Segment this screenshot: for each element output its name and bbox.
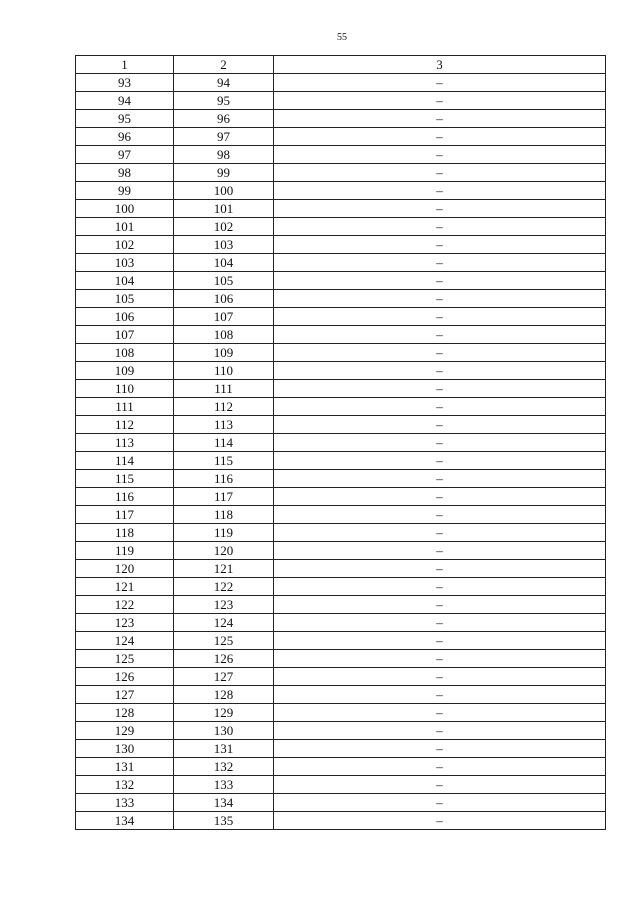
table-row xyxy=(76,182,606,200)
table-row xyxy=(76,650,606,668)
table-cell-col-3: – xyxy=(274,542,606,560)
table-cell-col-3: – xyxy=(274,704,606,722)
column-header-3: 3 xyxy=(274,56,606,74)
table-cell-col-2: 108 xyxy=(174,326,274,344)
table-cell-col-2: 94 xyxy=(174,74,274,92)
page-number: 55 xyxy=(337,32,347,43)
table-cell-col-3: – xyxy=(274,668,606,686)
table-cell-col-1: 107 xyxy=(76,326,174,344)
table-row xyxy=(76,128,606,146)
column-header-1: 1 xyxy=(76,56,174,74)
table-cell-col-2: 119 xyxy=(174,524,274,542)
table-row xyxy=(76,146,606,164)
table-cell-col-1: 94 xyxy=(76,92,174,110)
table-cell-col-2: 131 xyxy=(174,740,274,758)
table-cell-col-3: – xyxy=(274,146,606,164)
table-cell-col-3: – xyxy=(274,272,606,290)
table-cell-col-1: 101 xyxy=(76,218,174,236)
table-cell-col-2: 122 xyxy=(174,578,274,596)
table-cell-col-3: – xyxy=(274,596,606,614)
table-cell-col-2: 117 xyxy=(174,488,274,506)
table-row xyxy=(76,344,606,362)
table-cell-col-2: 109 xyxy=(174,344,274,362)
table-cell-col-2: 135 xyxy=(174,812,274,830)
table-cell-col-1: 114 xyxy=(76,452,174,470)
table-cell-col-1: 97 xyxy=(76,146,174,164)
header-row xyxy=(76,56,606,74)
table-row xyxy=(76,704,606,722)
table-cell-col-2: 125 xyxy=(174,632,274,650)
table-cell-col-3: – xyxy=(274,650,606,668)
table-cell-col-3: – xyxy=(274,686,606,704)
table-cell-col-1: 112 xyxy=(76,416,174,434)
table-cell-col-3: – xyxy=(274,470,606,488)
table-cell-col-3: – xyxy=(274,506,606,524)
table-cell-col-3: – xyxy=(274,740,606,758)
table-row xyxy=(76,686,606,704)
table-row xyxy=(76,110,606,128)
table-cell-col-2: 128 xyxy=(174,686,274,704)
table-cell-col-3: – xyxy=(274,758,606,776)
table-cell-col-3: – xyxy=(274,218,606,236)
table-cell-col-1: 134 xyxy=(76,812,174,830)
table-cell-col-3: – xyxy=(274,110,606,128)
table-cell-col-1: 100 xyxy=(76,200,174,218)
table-cell-col-3: – xyxy=(274,488,606,506)
table-cell-col-3: – xyxy=(274,776,606,794)
table-cell-col-3: – xyxy=(274,524,606,542)
table-cell-col-3: – xyxy=(274,560,606,578)
table-row xyxy=(76,506,606,524)
table-cell-col-1: 93 xyxy=(76,74,174,92)
table-cell-col-1: 108 xyxy=(76,344,174,362)
table-row xyxy=(76,92,606,110)
table-cell-col-3: – xyxy=(274,812,606,830)
table-cell-col-1: 131 xyxy=(76,758,174,776)
table-cell-col-1: 127 xyxy=(76,686,174,704)
table-cell-col-1: 99 xyxy=(76,182,174,200)
table-cell-col-3: – xyxy=(274,344,606,362)
table-cell-col-3: – xyxy=(274,362,606,380)
table-cell-col-2: 115 xyxy=(174,452,274,470)
table-cell-col-2: 100 xyxy=(174,182,274,200)
table-row xyxy=(76,632,606,650)
table-cell-col-3: – xyxy=(274,614,606,632)
table-row xyxy=(76,758,606,776)
table-cell-col-1: 118 xyxy=(76,524,174,542)
table-cell-col-2: 127 xyxy=(174,668,274,686)
table-cell-col-2: 106 xyxy=(174,290,274,308)
table-cell-col-1: 105 xyxy=(76,290,174,308)
table-row xyxy=(76,308,606,326)
table-row xyxy=(76,776,606,794)
table-cell-col-2: 107 xyxy=(174,308,274,326)
table-row xyxy=(76,794,606,812)
table-cell-col-1: 104 xyxy=(76,272,174,290)
table-cell-col-3: – xyxy=(274,416,606,434)
table-row xyxy=(76,272,606,290)
table-cell-col-1: 115 xyxy=(76,470,174,488)
table-cell-col-2: 113 xyxy=(174,416,274,434)
table-cell-col-3: – xyxy=(274,128,606,146)
table-cell-col-1: 103 xyxy=(76,254,174,272)
table-cell-col-2: 105 xyxy=(174,272,274,290)
table-row xyxy=(76,236,606,254)
table-row xyxy=(76,740,606,758)
table-cell-col-2: 98 xyxy=(174,146,274,164)
table-cell-col-3: – xyxy=(274,722,606,740)
table-cell-col-3: – xyxy=(274,254,606,272)
table-row xyxy=(76,614,606,632)
table-cell-col-1: 121 xyxy=(76,578,174,596)
table-row xyxy=(76,218,606,236)
table-cell-col-1: 130 xyxy=(76,740,174,758)
table-row xyxy=(76,380,606,398)
table-cell-col-3: – xyxy=(274,92,606,110)
table-row xyxy=(76,164,606,182)
table-body xyxy=(76,74,606,830)
table-row xyxy=(76,560,606,578)
table-cell-col-2: 111 xyxy=(174,380,274,398)
table-cell-col-2: 101 xyxy=(174,200,274,218)
table-cell-col-1: 113 xyxy=(76,434,174,452)
table-cell-col-2: 102 xyxy=(174,218,274,236)
table-row xyxy=(76,200,606,218)
table-cell-col-2: 134 xyxy=(174,794,274,812)
table-row xyxy=(76,596,606,614)
table-row xyxy=(76,398,606,416)
table-row xyxy=(76,74,606,92)
table-cell-col-2: 110 xyxy=(174,362,274,380)
table-cell-col-1: 123 xyxy=(76,614,174,632)
table-cell-col-3: – xyxy=(274,452,606,470)
table-cell-col-3: – xyxy=(274,578,606,596)
table-cell-col-3: – xyxy=(274,236,606,254)
table-cell-col-2: 104 xyxy=(174,254,274,272)
table-cell-col-3: – xyxy=(274,326,606,344)
table-cell-col-1: 133 xyxy=(76,794,174,812)
table-cell-col-2: 124 xyxy=(174,614,274,632)
table-cell-col-1: 98 xyxy=(76,164,174,182)
table-row xyxy=(76,578,606,596)
table-cell-col-1: 116 xyxy=(76,488,174,506)
table-cell-col-3: – xyxy=(274,182,606,200)
table-row xyxy=(76,542,606,560)
table-row xyxy=(76,434,606,452)
table-row xyxy=(76,254,606,272)
table-cell-col-2: 123 xyxy=(174,596,274,614)
table-cell-col-1: 124 xyxy=(76,632,174,650)
table-cell-col-1: 129 xyxy=(76,722,174,740)
table-cell-col-2: 132 xyxy=(174,758,274,776)
table-cell-col-2: 99 xyxy=(174,164,274,182)
table-cell-col-2: 96 xyxy=(174,110,274,128)
table-cell-col-1: 125 xyxy=(76,650,174,668)
table-row xyxy=(76,290,606,308)
table-cell-col-1: 120 xyxy=(76,560,174,578)
table-row xyxy=(76,812,606,830)
table-row xyxy=(76,416,606,434)
table-cell-col-2: 126 xyxy=(174,650,274,668)
table-row xyxy=(76,326,606,344)
table-row xyxy=(76,452,606,470)
table-cell-col-2: 97 xyxy=(174,128,274,146)
table-cell-col-1: 110 xyxy=(76,380,174,398)
table-cell-col-3: – xyxy=(274,794,606,812)
table-cell-col-1: 109 xyxy=(76,362,174,380)
table-cell-col-2: 129 xyxy=(174,704,274,722)
table-cell-col-1: 122 xyxy=(76,596,174,614)
table-cell-col-2: 112 xyxy=(174,398,274,416)
table-cell-col-3: – xyxy=(274,200,606,218)
table-cell-col-2: 116 xyxy=(174,470,274,488)
column-header-2: 2 xyxy=(174,56,274,74)
table-row xyxy=(76,668,606,686)
table-cell-col-1: 128 xyxy=(76,704,174,722)
table-cell-col-1: 95 xyxy=(76,110,174,128)
data-table xyxy=(75,55,606,830)
table-cell-col-2: 114 xyxy=(174,434,274,452)
table-cell-col-2: 103 xyxy=(174,236,274,254)
table-cell-col-2: 130 xyxy=(174,722,274,740)
table-header xyxy=(76,56,606,74)
table-cell-col-1: 106 xyxy=(76,308,174,326)
table-cell-col-1: 119 xyxy=(76,542,174,560)
table-cell-col-2: 133 xyxy=(174,776,274,794)
table-cell-col-3: – xyxy=(274,308,606,326)
table-cell-col-3: – xyxy=(274,632,606,650)
table-row xyxy=(76,470,606,488)
table-row xyxy=(76,488,606,506)
table-cell-col-1: 117 xyxy=(76,506,174,524)
table-cell-col-1: 96 xyxy=(76,128,174,146)
table-cell-col-3: – xyxy=(274,380,606,398)
table-row xyxy=(76,524,606,542)
table-cell-col-1: 126 xyxy=(76,668,174,686)
table-cell-col-2: 121 xyxy=(174,560,274,578)
table-row xyxy=(76,362,606,380)
table-cell-col-3: – xyxy=(274,164,606,182)
table-cell-col-3: – xyxy=(274,74,606,92)
table-cell-col-1: 132 xyxy=(76,776,174,794)
table-cell-col-3: – xyxy=(274,398,606,416)
table-cell-col-2: 120 xyxy=(174,542,274,560)
table-cell-col-2: 95 xyxy=(174,92,274,110)
table-cell-col-1: 111 xyxy=(76,398,174,416)
table-cell-col-1: 102 xyxy=(76,236,174,254)
table-cell-col-3: – xyxy=(274,290,606,308)
table-cell-col-2: 118 xyxy=(174,506,274,524)
table-row xyxy=(76,722,606,740)
table-cell-col-3: – xyxy=(274,434,606,452)
